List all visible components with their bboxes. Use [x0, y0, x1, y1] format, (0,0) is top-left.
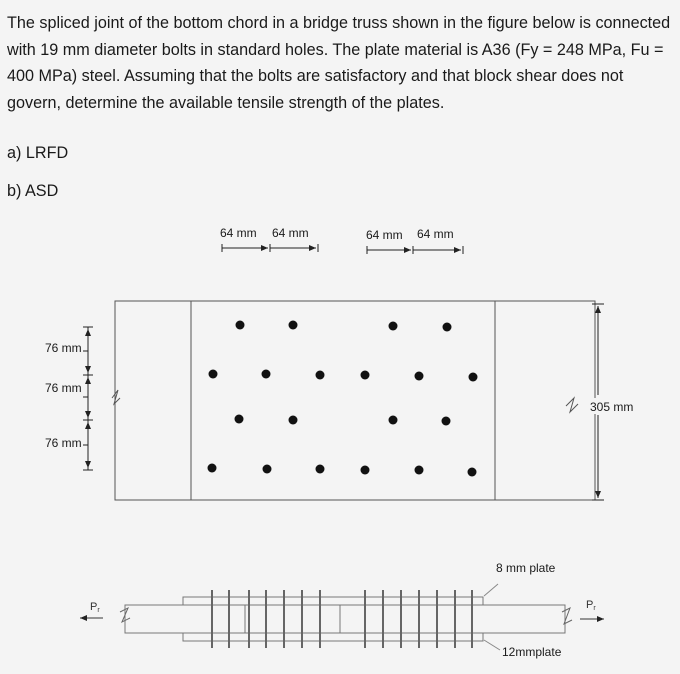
bolt-hole: [208, 464, 217, 473]
top-dim-3: 64 mm: [366, 228, 403, 242]
option-lrfd: a) LRFD: [7, 144, 69, 162]
bolt-hole: [442, 417, 451, 426]
bolt-hole: [468, 468, 477, 477]
load-label-right: Pr: [586, 599, 596, 612]
bolt-hole: [361, 371, 370, 380]
bolt-hole: [289, 321, 298, 330]
bolt-pattern: [208, 321, 478, 477]
thick-plate-label: 12mmplate: [502, 645, 562, 659]
load-label-left: Pr: [90, 601, 100, 614]
bolt-hole: [289, 416, 298, 425]
left-dim-3: 76 mm: [45, 436, 82, 450]
option-asd: b) ASD: [7, 182, 59, 200]
plate-width-label: 305 mm: [590, 400, 634, 414]
bolt-hole: [236, 321, 245, 330]
thin-plate-label: 8 mm plate: [496, 561, 556, 575]
bolt-hole: [389, 416, 398, 425]
plan-view: [112, 301, 595, 500]
plate-outline: [115, 301, 595, 500]
bolt-hole: [389, 322, 398, 331]
bolts-elevation: [212, 590, 472, 648]
bolt-hole: [316, 371, 325, 380]
bolt-hole: [443, 323, 452, 332]
top-dim-2: 64 mm: [272, 226, 309, 240]
left-main-plate: [125, 605, 245, 633]
top-dim-1: 64 mm: [220, 226, 257, 240]
bolt-hole: [235, 415, 244, 424]
bolt-hole: [361, 466, 370, 475]
load-arrows: [80, 599, 604, 619]
elevation-view: [120, 584, 572, 650]
problem-text: The spliced joint of the bottom chord in a bridge truss shown in the figure below is connected with 19 mm diameter bolts in standard holes. The plate material is A36 (Fy = 248 MPa, Fu = 400 MPa) steel. Assuming that the bolts are satisfactory and that block shear does not govern, determine the available tensile strength of the plates.: [7, 14, 671, 112]
left-dim-1: 76 mm: [45, 341, 82, 355]
bolt-hole: [469, 373, 478, 382]
bolt-hole: [209, 370, 218, 379]
bolt-hole: [415, 466, 424, 475]
right-main-plate: [340, 605, 565, 633]
bolt-hole: [316, 465, 325, 474]
bolt-hole: [263, 465, 272, 474]
bolt-hole: [262, 370, 271, 379]
bolt-hole: [415, 372, 424, 381]
top-dim-4: 64 mm: [417, 227, 454, 241]
left-gauge-dimensions: [45, 327, 93, 470]
top-spacing-dimensions: [220, 226, 463, 254]
left-dim-2: 76 mm: [45, 381, 82, 395]
elevation-labels: [496, 561, 562, 659]
